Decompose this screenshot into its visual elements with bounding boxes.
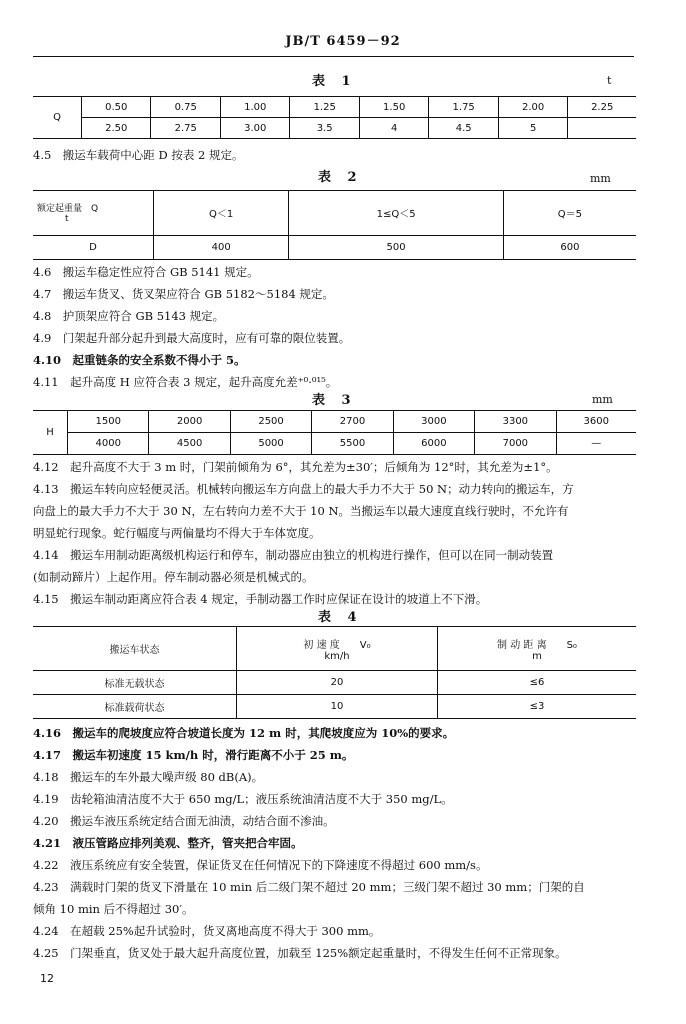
table3 bbox=[33, 410, 636, 455]
table3-cell: 1500 bbox=[68, 411, 149, 433]
table2-corner-header bbox=[33, 191, 154, 236]
table1-cell: 2.50 bbox=[82, 118, 151, 139]
table1-cell: 3.00 bbox=[220, 118, 289, 139]
clause-4-22: 4.22 液压系统应有安全装置，保证货叉在任何情况下的下降速度不得超过 600 mm/s。 bbox=[33, 858, 488, 872]
table3-cell: 6000 bbox=[393, 433, 474, 455]
clause-4-11: 4.11 起升高度 H 应符合表 3 规定，起升高度允差⁺⁰·⁰¹⁵。 bbox=[33, 375, 338, 389]
table3-cell: 4000 bbox=[68, 433, 149, 455]
table3-unit: mm bbox=[592, 393, 613, 406]
clause-4-14-line1: 4.14 搬运车用制动距离级机构运行和停车，制动器应由独立的机构进行操作，但可以在同一制动装置 bbox=[33, 548, 554, 562]
table3-cell: 2500 bbox=[230, 411, 311, 433]
table1-cell: 2.75 bbox=[151, 118, 220, 139]
table2-cell: 400 bbox=[154, 235, 289, 259]
table3-cell: 3300 bbox=[475, 411, 556, 433]
table2-corner-line1: 额定起重量 Q bbox=[37, 204, 99, 215]
clause-4-17: 4.17 搬运车初速度 15 km/h 时，滑行距离不小于 25 m。 bbox=[33, 748, 354, 762]
table4-title: 表 4 bbox=[318, 610, 363, 625]
table2-corner-line2: t bbox=[65, 214, 69, 225]
table1-cell bbox=[568, 118, 636, 139]
clause-4-15: 4.15 搬运车制动距离应符合表 4 规定，手制动器工作时应保证在设计的坡道上不下滑。 bbox=[33, 592, 488, 606]
table3-cell: 4500 bbox=[149, 433, 230, 455]
clause-4-23-line2: 倾角 10 min 后不得超过 30′。 bbox=[33, 902, 194, 916]
table1-cell: 1.00 bbox=[220, 97, 289, 118]
table1-cell: 2.25 bbox=[568, 97, 636, 118]
clause-4-16: 4.16 搬运车的爬坡度应符合坡道长度为 12 m 时，其爬坡度应为 10%的要求。 bbox=[33, 726, 455, 740]
clause-4-14-line2: (如制动蹄片）上起作用。停车制动器必须是机械式的。 bbox=[33, 570, 314, 584]
clause-4-24: 4.24 在超载 25%起升试验时，货叉离地高度不得大于 300 mm。 bbox=[33, 924, 381, 938]
table1-row-label: Q bbox=[33, 97, 82, 139]
clause-4-7: 4.7 搬运车货叉、货叉架应符合 GB 5182～5184 规定。 bbox=[33, 287, 334, 301]
clause-4-19: 4.19 齿轮箱油清洁度不大于 650 mg/L；液压系统油清洁度不大于 350 mg/L。 bbox=[33, 792, 453, 806]
table1-title: 表 1 bbox=[312, 74, 357, 89]
table1-unit: t bbox=[607, 74, 612, 87]
table3-cell: 3000 bbox=[393, 411, 474, 433]
clause-4-13-line1: 4.13 搬运车转向应轻便灵活。机械转向搬运车方向盘上的最大手力不大于 50 N；动力转向的搬运车，方 bbox=[33, 482, 574, 496]
clause-4-13-line2: 向盘上的最大手力不大于 30 N，左右转向力差不大于 10 N。当搬运车以最大速度直线行驶时，不允许有 bbox=[33, 504, 569, 518]
table3-cell: 3600 bbox=[556, 411, 636, 433]
document-header: JB/T 6459－92 bbox=[285, 34, 401, 49]
table2 bbox=[33, 190, 636, 260]
table4-cell: 20 bbox=[237, 671, 438, 695]
table1-cell: 2.00 bbox=[498, 97, 567, 118]
table1-cell: 0.75 bbox=[151, 97, 220, 118]
table4-cell: 10 bbox=[237, 695, 438, 719]
table2-row-label: D bbox=[33, 235, 154, 259]
table1-cell: 0.50 bbox=[82, 97, 151, 118]
table3-cell: 5000 bbox=[230, 433, 311, 455]
table4-header-speed bbox=[237, 627, 438, 671]
table2-header: 1≤Q＜5 bbox=[289, 191, 503, 236]
page-number: 12 bbox=[40, 972, 54, 985]
table2-header: Q＜1 bbox=[154, 191, 289, 236]
table3-cell: 7000 bbox=[475, 433, 556, 455]
table1-cell: 5 bbox=[498, 118, 567, 139]
clause-4-6: 4.6 搬运车稳定性应符合 GB 5141 规定。 bbox=[33, 265, 259, 279]
table4-header-distance-unit: m bbox=[532, 650, 542, 662]
table2-header: Q＝5 bbox=[503, 191, 636, 236]
clause-4-18: 4.18 搬运车的车外最大噪声级 80 dB(A)。 bbox=[33, 770, 264, 784]
table3-title: 表 3 bbox=[312, 393, 357, 408]
table1 bbox=[33, 96, 636, 139]
table2-unit: mm bbox=[590, 172, 611, 185]
table3-row-label: H bbox=[33, 411, 68, 455]
table4-header-distance-label: 制 动 距 离 S₀ bbox=[497, 639, 577, 651]
table4-header-state: 搬运车状态 bbox=[33, 627, 237, 671]
table2-cell: 500 bbox=[289, 235, 503, 259]
table4 bbox=[33, 626, 636, 719]
clause-4-10: 4.10 起重链条的安全系数不得小于 5。 bbox=[33, 353, 246, 367]
table1-cell: 1.25 bbox=[290, 97, 359, 118]
table3-cell: 5500 bbox=[312, 433, 393, 455]
table3-cell: — bbox=[556, 433, 636, 455]
clause-4-21: 4.21 液压管路应排列美观、整齐，管夹把合牢固。 bbox=[33, 836, 303, 850]
clause-4-25: 4.25 门架垂直，货叉处于最大起升高度位置，加载至 125%额定起重量时，不得发生任何不正常现象。 bbox=[33, 946, 567, 960]
table1-cell: 4 bbox=[359, 118, 428, 139]
clause-4-23-line1: 4.23 满载时门架的货叉下滑量在 10 min 后二级门架不超过 20 mm；三级门架不超过 30 mm；门架的自 bbox=[33, 880, 585, 894]
table3-cell: 2700 bbox=[312, 411, 393, 433]
table4-cell: 标准无载状态 bbox=[33, 671, 237, 695]
clause-4-20: 4.20 搬运车液压系统定结合面无油渍，动结合面不渗油。 bbox=[33, 814, 335, 828]
table1-cell: 1.75 bbox=[429, 97, 498, 118]
table2-cell: 600 bbox=[503, 235, 636, 259]
table2-title: 表 2 bbox=[318, 170, 363, 185]
clause-4-5: 4.5 搬运车载荷中心距 D 按表 2 规定。 bbox=[33, 148, 244, 162]
table4-cell: ≤3 bbox=[438, 695, 637, 719]
table4-cell: 标准载荷状态 bbox=[33, 695, 237, 719]
clause-4-9: 4.9 门架起升部分起升到最大高度时，应有可靠的限位装置。 bbox=[33, 331, 351, 345]
clause-4-8: 4.8 护顶架应符合 GB 5143 规定。 bbox=[33, 309, 225, 323]
table1-cell: 1.50 bbox=[359, 97, 428, 118]
table1-cell: 3.5 bbox=[290, 118, 359, 139]
clause-4-13-line3: 明显蛇行现象。蛇行幅度与两偏量均不得大于车体宽度。 bbox=[33, 526, 321, 540]
table4-header-speed-label: 初 速 度 V₀ bbox=[303, 639, 371, 651]
table1-cell: 4.5 bbox=[429, 118, 498, 139]
clause-4-12: 4.12 起升高度不大于 3 m 时，门架前倾角为 6°，其允差为±30′；后倾角为 12°时，其允差为±1°。 bbox=[33, 460, 558, 474]
table4-header-speed-unit: km/h bbox=[324, 650, 350, 662]
table4-cell: ≤6 bbox=[438, 671, 637, 695]
table3-cell: 2000 bbox=[149, 411, 230, 433]
table4-header-distance bbox=[438, 627, 637, 671]
header-rule bbox=[33, 56, 634, 57]
